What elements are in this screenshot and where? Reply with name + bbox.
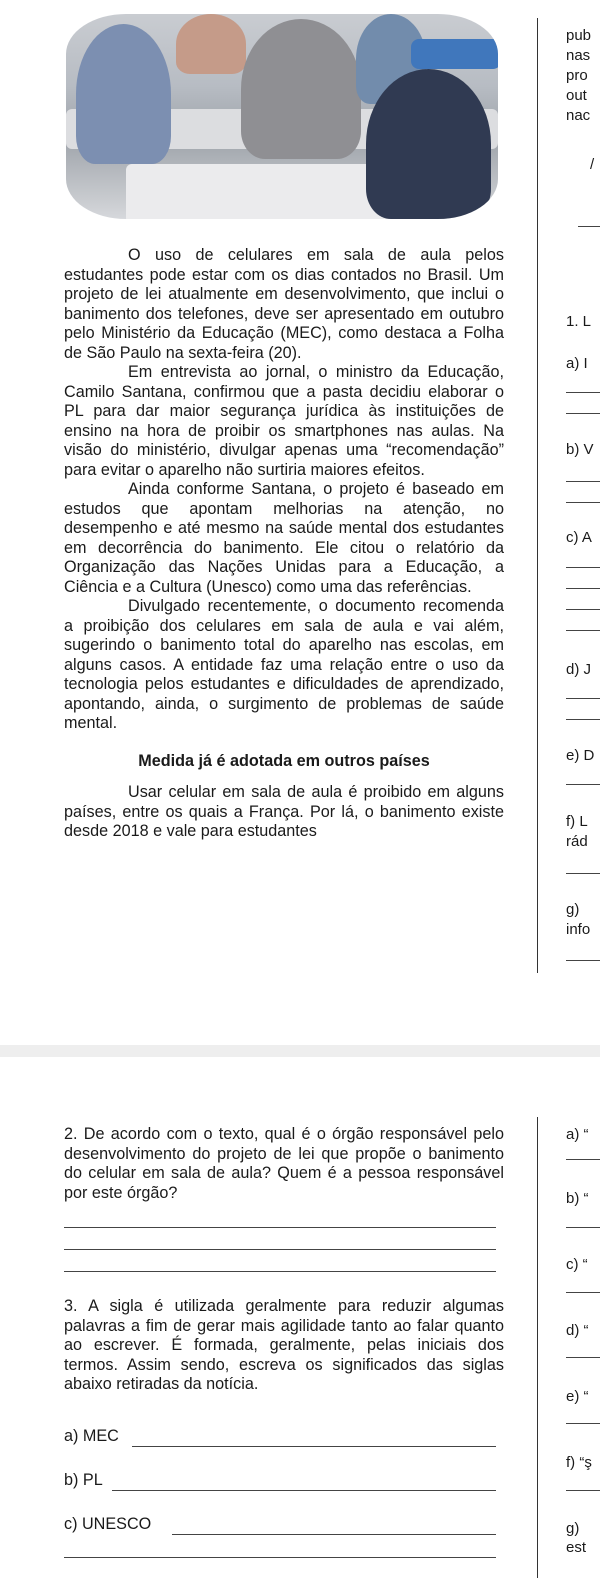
answer-line bbox=[566, 481, 600, 482]
acronym-answer-line[interactable] bbox=[132, 1446, 496, 1447]
student-figure bbox=[366, 69, 491, 219]
acronym-label-unesco: c) UNESCO bbox=[64, 1515, 152, 1533]
right-item: e) D bbox=[566, 747, 595, 764]
right-item: info bbox=[566, 921, 591, 938]
answer-line bbox=[566, 413, 600, 414]
question-3: 3. A sigla é utilizada geralmente para reduzir algumas palavras a fim de gerar mais agilidade tanto ao falar quanto ao escrever. É formada, geralmente, pelas iniciais dos termos. Assim sendo, escreva os significados das siglas abaixo retiradas da notícia. bbox=[64, 1297, 504, 1393]
classroom-photo bbox=[66, 14, 498, 219]
answer-line bbox=[566, 630, 600, 631]
answer-line bbox=[566, 1490, 600, 1491]
right-item: d) J bbox=[566, 661, 592, 678]
article-paragraph-3: Ainda conforme Santana, o projeto é baseado em estudos que apontam melhorias na atenção, no desempenho e até mesmo na saúde mental dos estudantes em decorrência do banimento. Ele citou o relatório da Organização das Nações Unidas para a Educação, a Ciência e a Cultura (Unesco) como uma das referências. bbox=[64, 480, 504, 596]
answer-line bbox=[566, 1292, 600, 1293]
answer-line[interactable] bbox=[64, 1227, 496, 1228]
article-paragraph-4: Divulgado recentemente, o documento recomenda a proibição dos celulares em sala de aula e vai além, sugerindo o banimento total do aparelho nas escolas, em alguns casos. A entidade faz uma relação entre o uso da tecnologia pelos estudantes e dificuldades de aprendizado, apontando, ainda, o surgimento de problemas de saúde mental. bbox=[64, 597, 504, 732]
article-paragraph-2: Em entrevista ao jornal, o ministro da Educação, Camilo Santana, confirmou que a pasta decidiu elaborar o PL para dar maior segurança jurídica às instituições de ensino na hora de proibir os smartphones nas aulas. Na visão do ministério, divulgar apenas uma “recomendação” para evitar o aparelho não surtiria maiores efeitos. bbox=[64, 363, 504, 479]
column-divider bbox=[537, 18, 538, 973]
right-item: a) I bbox=[566, 355, 588, 372]
student-figure bbox=[76, 24, 171, 164]
student-figure bbox=[241, 19, 361, 159]
student-figure bbox=[176, 14, 246, 74]
answer-line bbox=[566, 719, 600, 720]
right-item: f) “ş bbox=[566, 1454, 592, 1471]
headband-shape bbox=[411, 39, 498, 69]
answer-line[interactable] bbox=[64, 1271, 496, 1272]
right-item: g) bbox=[566, 901, 580, 918]
worksheet-page-2 bbox=[0, 1057, 600, 1578]
section-heading: Medida já é adotada em outros países bbox=[138, 751, 430, 770]
answer-line bbox=[578, 226, 600, 227]
answer-line bbox=[566, 567, 600, 568]
right-item: a) “ bbox=[566, 1126, 589, 1143]
answer-line bbox=[566, 609, 600, 610]
right-item: 1. L bbox=[566, 313, 592, 330]
acronym-answer-line[interactable] bbox=[172, 1534, 496, 1535]
answer-line bbox=[566, 1227, 600, 1228]
answer-line bbox=[566, 1423, 600, 1424]
answer-line bbox=[566, 698, 600, 699]
right-item: est bbox=[566, 1539, 587, 1556]
right-mark: / bbox=[590, 156, 595, 173]
right-item: g) bbox=[566, 1520, 580, 1537]
answer-line bbox=[566, 784, 600, 785]
right-column-top bbox=[566, 26, 600, 126]
right-item: e) “ bbox=[566, 1388, 589, 1405]
article-body bbox=[64, 246, 504, 842]
answer-line bbox=[566, 873, 600, 874]
right-item: b) “ bbox=[566, 1190, 589, 1207]
right-item: rád bbox=[566, 833, 588, 850]
answer-line bbox=[566, 1159, 600, 1160]
right-text-line: pub bbox=[566, 27, 592, 44]
right-item: c) A bbox=[566, 529, 592, 546]
right-text-line: out bbox=[566, 87, 587, 104]
answer-line[interactable] bbox=[64, 1557, 496, 1558]
answer-line[interactable] bbox=[64, 1249, 496, 1250]
right-text-line: pro bbox=[566, 67, 588, 84]
right-item: d) “ bbox=[566, 1322, 589, 1339]
answer-line bbox=[566, 1357, 600, 1358]
acronym-answer-line[interactable] bbox=[112, 1490, 496, 1491]
article-paragraph-1: O uso de celulares em sala de aula pelos estudantes pode estar com os dias contados no Brasil. Um projeto de lei atualmente em desenvolvimento, que inclui o banimento dos telefones, deve ser apresentado em outubro pelo Ministério da Educação (MEC), como destaca a Folha de São Paulo na sexta-feira (20). bbox=[64, 246, 504, 362]
answer-line bbox=[566, 392, 600, 393]
right-item: c) “ bbox=[566, 1256, 588, 1273]
question-2: 2. De acordo com o texto, qual é o órgão responsável pelo desenvolvimento do projeto de lei que propõe o banimento do celular em sala de aula? Quem é a pessoa responsável por este órgão? bbox=[64, 1125, 504, 1202]
right-text-line: nas bbox=[566, 47, 591, 64]
acronym-label-mec: a) MEC bbox=[64, 1427, 119, 1445]
right-item: b) V bbox=[566, 441, 594, 458]
article-paragraph-5: Usar celular em sala de aula é proibido em alguns países, entre os quais a França. Por lá, o banimento existe desde 2018 e vale para estudantes bbox=[64, 783, 504, 840]
acronym-label-pl: b) PL bbox=[64, 1471, 103, 1489]
column-divider bbox=[537, 1117, 538, 1578]
right-item: f) L bbox=[566, 813, 588, 830]
answer-line bbox=[566, 960, 600, 961]
answer-line bbox=[566, 502, 600, 503]
right-text-line: nac bbox=[566, 107, 591, 124]
page-separator bbox=[0, 1045, 600, 1057]
answer-line bbox=[566, 588, 600, 589]
